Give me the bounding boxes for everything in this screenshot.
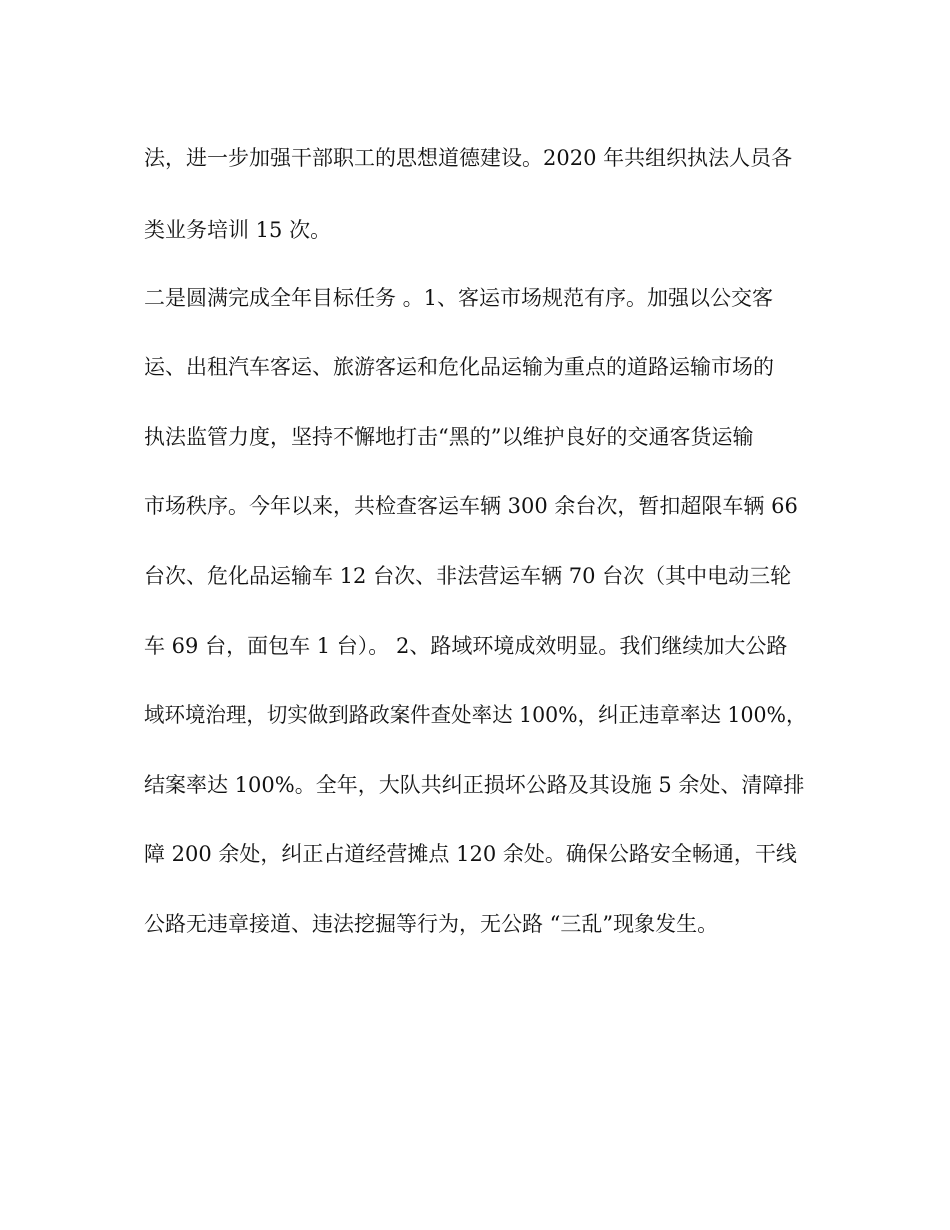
text-line-8: 车 69 台，面包车 1 台）。 2、路域环境成效明显。我们继续加大公路 (144, 634, 788, 658)
text-line-11: 障 200 余处，纠正占道经营摊点 120 余处。确保公路安全畅通，干线 (144, 842, 797, 866)
text-line-9: 域环境治理，切实做到路政案件查处率达 100%，纠正违章率达 100%， (144, 703, 807, 727)
text-line-3: 二是圆满完成全年目标任务 。1、客运市场规范有序。加强以公交客 (144, 286, 774, 310)
text-line-1: 法，进一步加强干部职工的思想道德建设。2020 年共组织执法人员各 (144, 146, 793, 170)
text-line-2: 类业务培训 15 次。 (144, 218, 332, 242)
text-line-7: 台次、危化品运输车 12 台次、非法营运车辆 70 台次（其中电动三轮 (144, 564, 792, 588)
text-line-6: 市场秩序。今年以来，共检查客运车辆 300 余台次，暂扣超限车辆 66 (144, 494, 798, 518)
text-line-4: 运、出租汽车客运、旅游客运和危化品运输为重点的道路运输市场的 (144, 355, 774, 379)
text-line-5: 执法监管力度，坚持不懈地打击“黑的”以维护良好的交通客货运输 (144, 425, 754, 449)
text-line-10: 结案率达 100%。全年，大队共纠正损坏公路及其设施 5 余处、清障排 (144, 773, 805, 797)
text-line-12: 公路无违章接道、违法挖掘等行为，无公路 “三乱”现象发生。 (144, 912, 719, 936)
